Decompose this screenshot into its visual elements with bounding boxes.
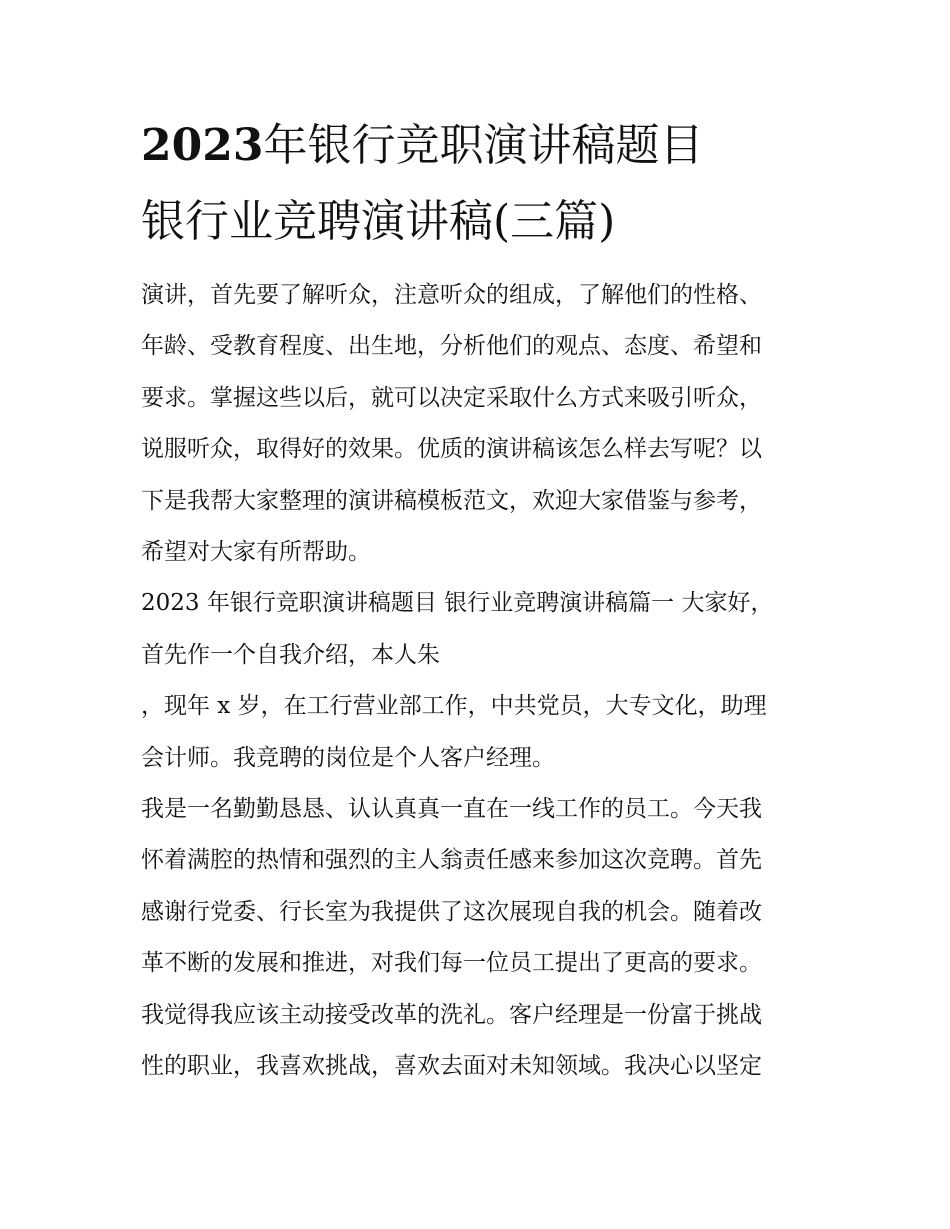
title-year: 2023 xyxy=(141,120,264,171)
body-line: 性的职业，我喜欢挑战，喜欢去面对未知领域。我决心以坚定 xyxy=(141,1053,762,1080)
body-line: 我觉得我应该主动接受改革的洗礼。客户经理是一份富于挑战 xyxy=(141,1001,762,1028)
body-line: 年龄、受教育程度、出生地，分析他们的观点、态度、希望和 xyxy=(141,333,762,360)
document-body xyxy=(141,270,816,1093)
body-line: 我是一名勤勤恳恳、认认真真一直在一线工作的员工。今天我 xyxy=(141,796,762,823)
document-title xyxy=(141,108,816,260)
body-line: 2023 年银行竞职演讲稿题目 银行业竞聘演讲稿篇一 大家好， xyxy=(141,590,774,617)
body-line: 下是我帮大家整理的演讲稿模板范文，欢迎大家借鉴与参考， xyxy=(141,487,762,514)
body-line: 革不断的发展和推进，对我们每一位员工提出了更高的要求。 xyxy=(141,950,762,977)
title-line2-text: 银行业竞聘演讲稿(三篇) xyxy=(141,196,616,247)
body-line: 要求。掌握这些以后，就可以决定采取什么方式来吸引听众， xyxy=(141,384,762,411)
body-line: 希望对大家有所帮助。 xyxy=(141,539,371,566)
body-line: 演讲，首先要了解听众，注意听众的组成，了解他们的性格、 xyxy=(141,282,762,308)
document-content xyxy=(141,108,816,1093)
body-line: 首先作一个自我介绍，本人朱 xyxy=(141,641,440,668)
body-line: ，现年 x 岁，在工行营业部工作，中共党员，大专文化，助理 xyxy=(141,693,767,720)
body-line: 说服听众，取得好的效果。优质的演讲稿该怎么样去写呢？以 xyxy=(141,436,762,463)
body-line: 感谢行党委、行长室为我提供了这次展现自我的机会。随着改 xyxy=(141,898,762,925)
title-line1-text: 年银行竞职演讲稿题目 xyxy=(263,120,704,171)
body-line: 怀着满腔的热情和强烈的主人翁责任感来参加这次竞聘。首先 xyxy=(141,847,762,874)
body-line: 会计师。我竞聘的岗位是个人客户经理。 xyxy=(141,744,555,771)
